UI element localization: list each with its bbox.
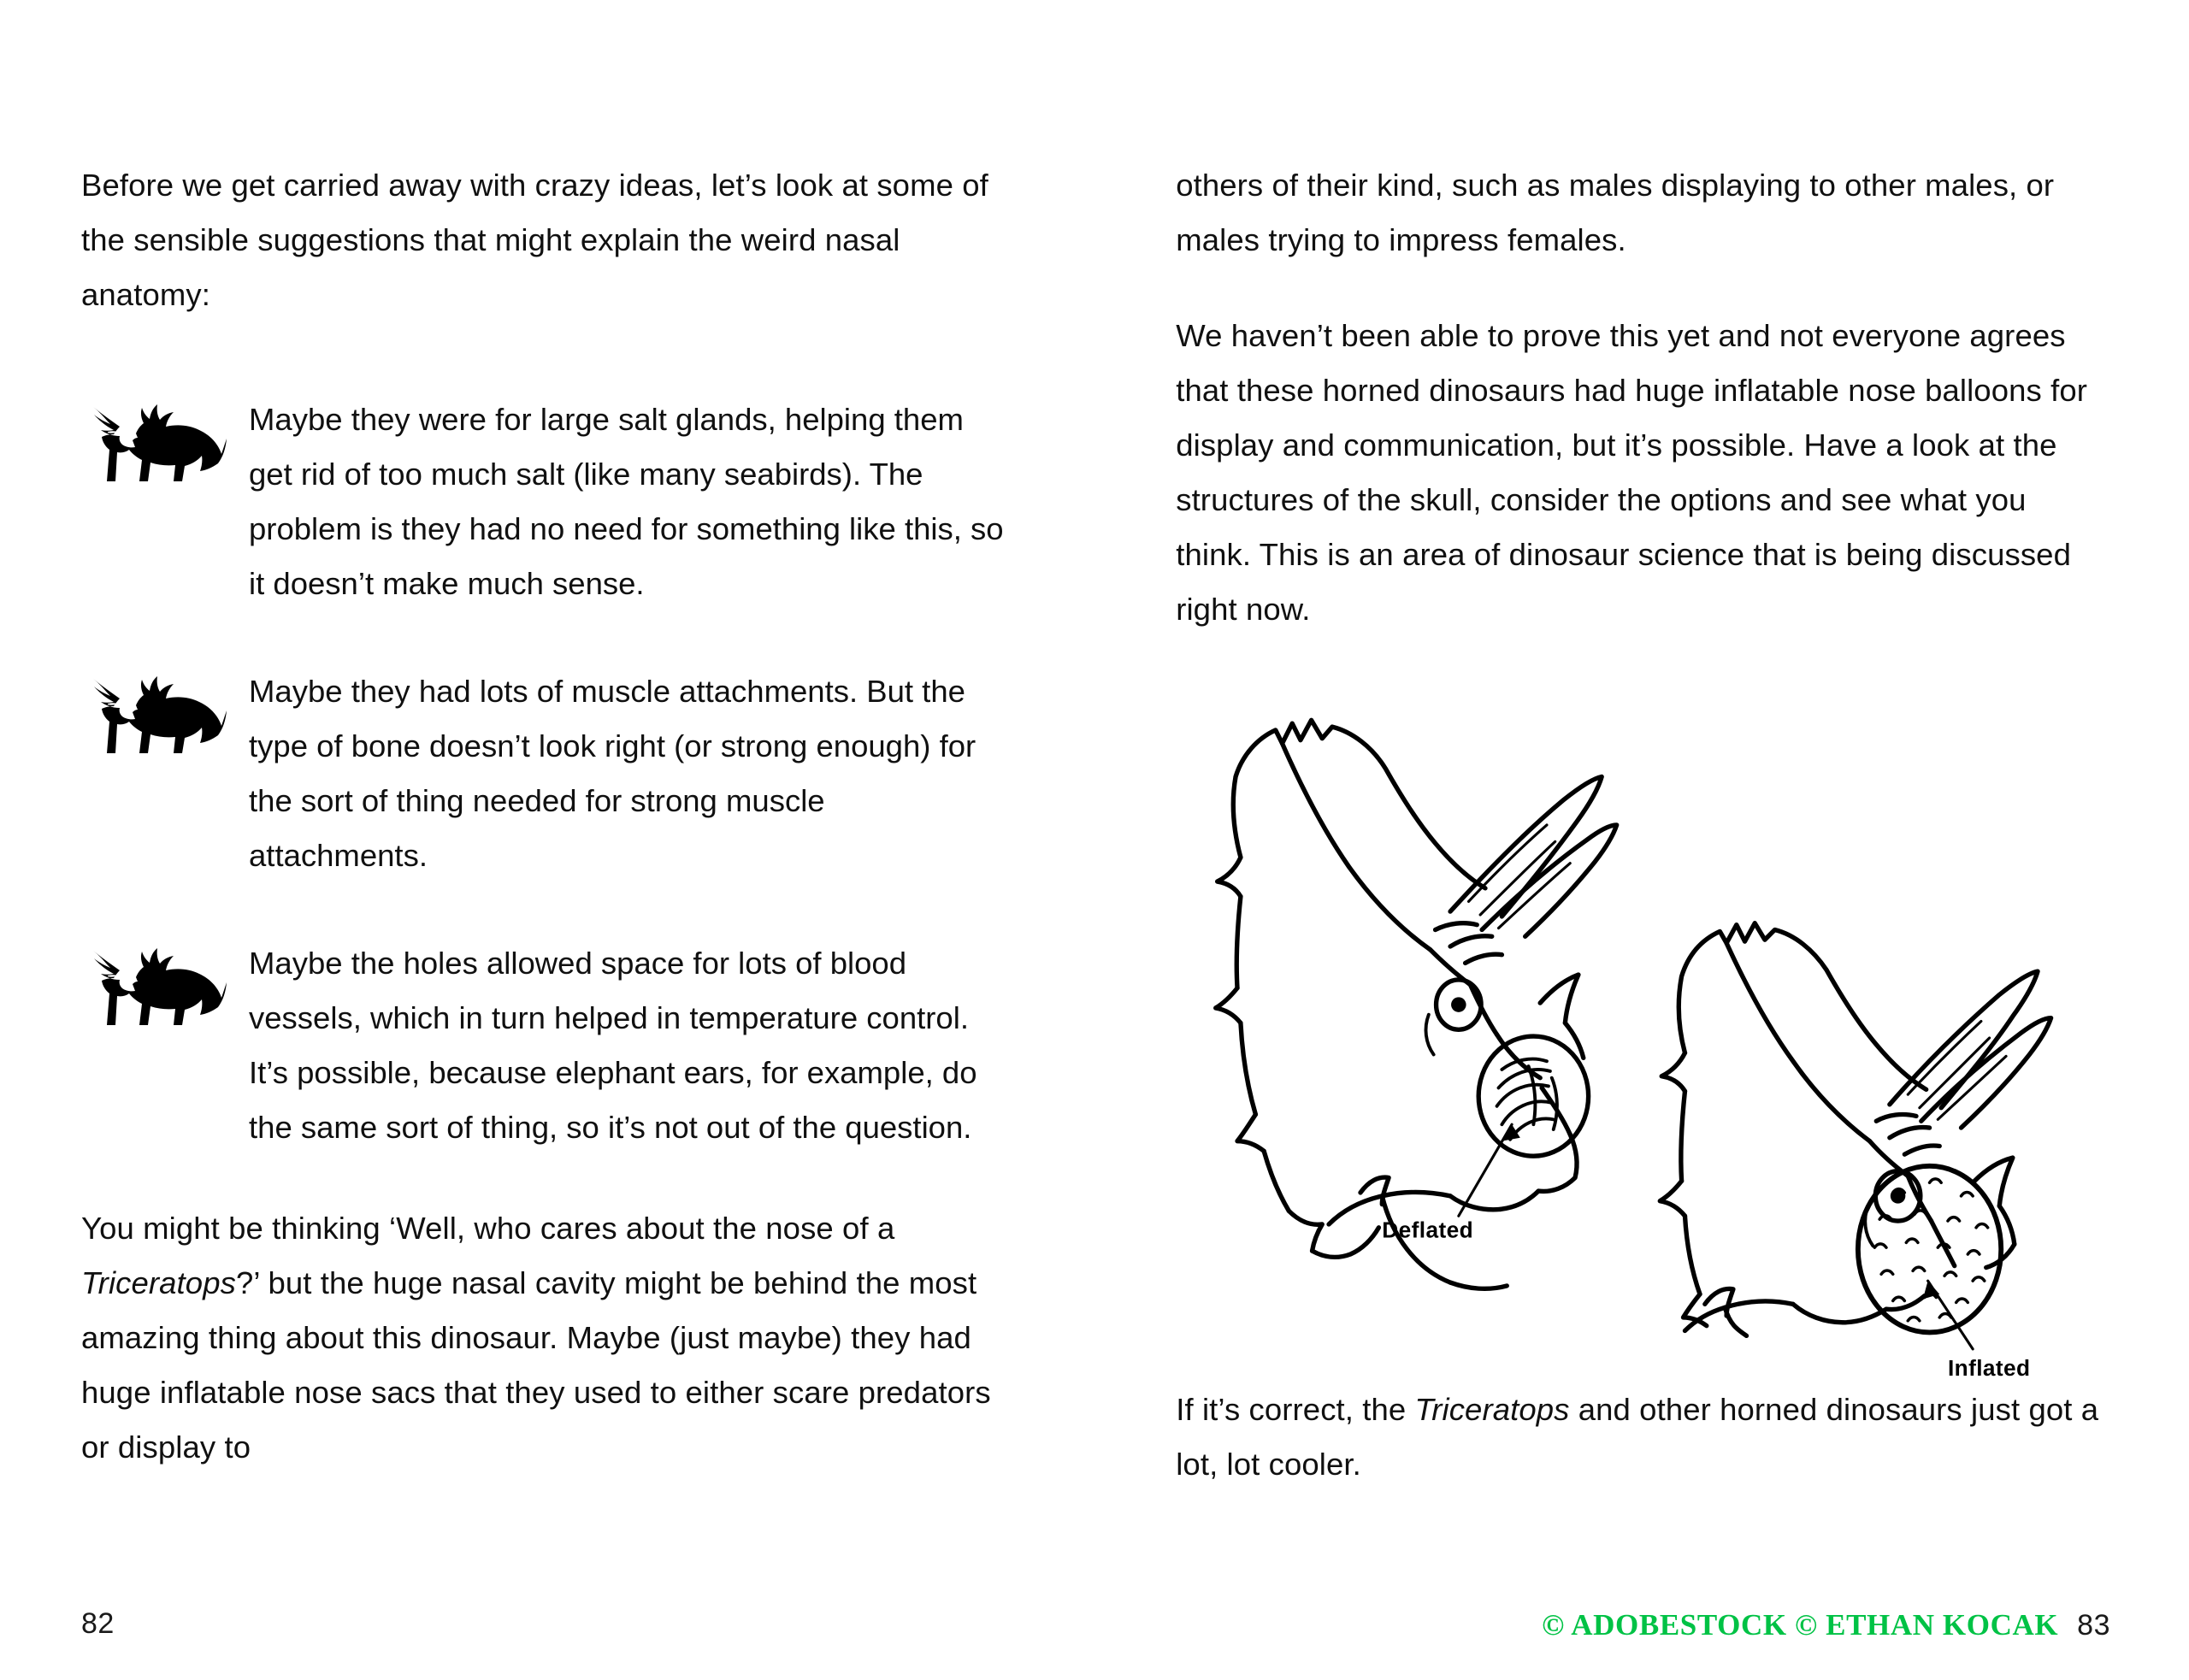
list-item-label: Maybe the holes allowed space for lots of blood vessels, which in turn helped in temperature control. It’s possible, because elephant ears, for example, do the same sort of thing, so it’s not out of the question. [249,946,977,1145]
list-item [81,659,1005,883]
closing-paragraph [81,1201,1005,1475]
figure-label-deflated: Deflated [1382,1217,1474,1243]
triceratops-silhouette-icon [81,668,227,762]
left-page [81,158,1107,1680]
continuation-paragraph: others of their kind, such as males displaying to other males, or males trying to impress females. [1176,168,2055,257]
figure-label-inflated: Inflated [1948,1355,2031,1382]
list-item-label: Maybe they had lots of muscle attachments. But the type of bone doesn’t look right (or strong enough) for the sort of thing needed for strong muscle attachments. [249,674,976,873]
page-number-right: 83 [2077,1609,2110,1642]
final-paragraph [1176,1382,2108,1492]
intro-paragraph: Before we get carried away with crazy ideas, let’s look at some of the sensible suggestions that might explain the weird nasal anatomy: [81,168,988,312]
right-page-footer [1542,1608,2110,1642]
final-paragraph-part2: and other horned dinosaurs just got a lot, lot cooler. [1176,1392,2099,1482]
triceratops-silhouette-icon [81,940,227,1034]
suggestion-list [81,387,1005,1155]
second-paragraph: We haven’t been able to prove this yet and not everyone agrees that these horned dinosaurs had huge inflatable nose balloons for display and communication, but it’s possible. Have a look at the structures of the skull, consider the options and see what you think. This is an area of dinosaur science that is being discussed right now. [1176,318,2087,627]
list-item [81,387,1005,611]
closing-paragraph-part2: ?’ but the huge nasal cavity might be behind the most amazing thing about this dinosaur. Maybe (just maybe) they had huge inflatable nose sacs that they used to either scare predators or display to [81,1265,991,1465]
closing-paragraph-part1: You might be thinking ‘Well, who cares about the nose of a [81,1211,895,1246]
species-name-italic: Triceratops [1414,1392,1570,1427]
page-number-left: 82 [81,1607,115,1640]
list-item [81,931,1005,1155]
triceratops-silhouette-icon [81,396,227,490]
credit-line: © ADOBESTOCK © ETHAN KOCAK [1542,1608,2059,1642]
triceratops-skull-figure [1176,669,2108,1382]
right-page [1107,158,2108,1680]
list-item-label: Maybe they were for large salt glands, helping them get rid of too much salt (like many seabirds). The problem is they had no need for something like this, so it doesn’t make much sense. [249,402,1004,601]
species-name-italic: Triceratops [81,1265,236,1300]
final-paragraph-part1: If it’s correct, the [1176,1392,1415,1427]
